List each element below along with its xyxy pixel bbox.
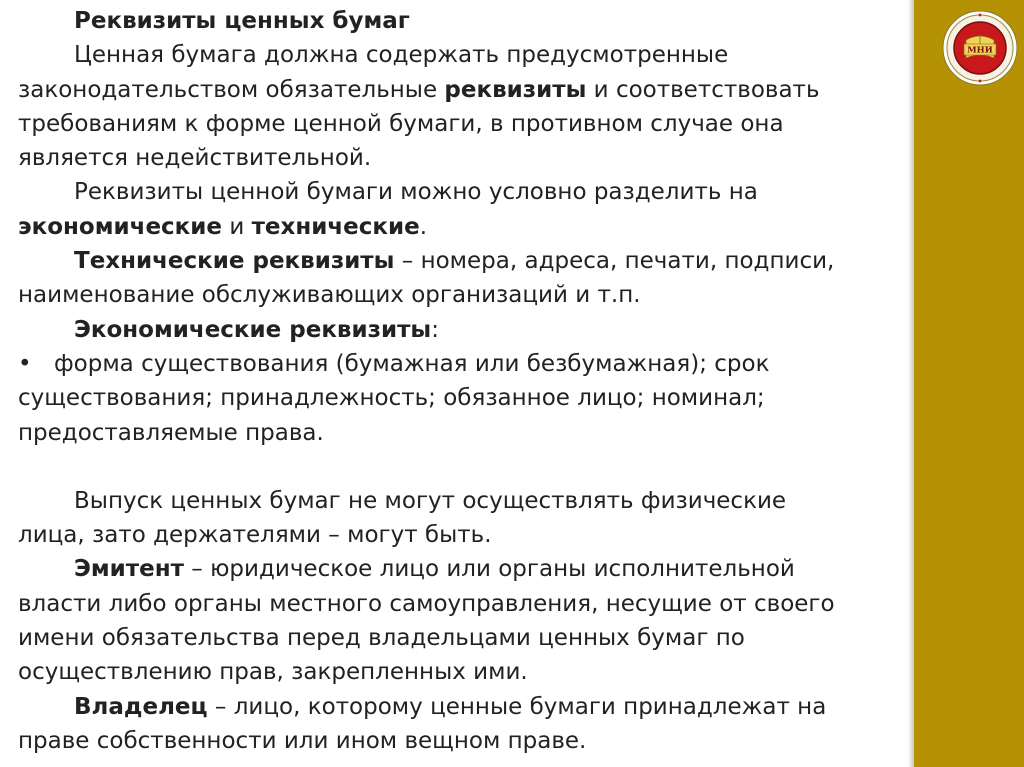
paragraph-issuer-line-1: Эмитент – юридическое лицо или органы исполнительной — [74, 556, 795, 583]
paragraph-issuer-line-3: имени обязательства перед владельцами ценных бумаг по — [18, 625, 745, 652]
slide-title: Реквизиты ценных бумаг — [74, 8, 410, 34]
term-technical: технические — [251, 213, 420, 240]
paragraph-owner-line-1: Владелец – лицо, которому ценные бумаги принадлежат на — [74, 693, 827, 720]
gold-sidebar — [914, 0, 1024, 767]
paragraph-technical-line-1: Технические реквизиты – номера, адреса, печати, подписи, — [74, 248, 835, 275]
paragraph-requisites-line-4: является недействительной. — [18, 145, 372, 172]
bullet-icon: • — [18, 350, 32, 377]
paragraph-division-line-1: Реквизиты ценной бумаги можно условно разделить на — [74, 179, 758, 206]
university-emblem-icon — [942, 10, 1018, 86]
paragraph-division-line-2: экономические и технические. — [18, 213, 428, 240]
paragraph-requisites-line-2: законодательством обязательные реквизиты и соответствовать — [18, 76, 820, 103]
term-owner: Владелец — [74, 693, 208, 720]
paragraph-owner-line-2: праве собственности или ином вещном праве. — [18, 727, 587, 754]
paragraph-requisites-line-1: Ценная бумага должна содержать предусмотренные — [74, 42, 729, 69]
term-economic: экономические — [18, 213, 223, 240]
paragraph-issue-line-1: Выпуск ценных бумаг не могут осуществлять физические — [74, 487, 787, 514]
paragraph-spacer — [18, 450, 898, 484]
term-requisites: реквизиты — [444, 76, 587, 103]
paragraph-issuer-line-4: осуществлению прав, закрепленных ими. — [18, 659, 528, 686]
paragraph-economic-heading: Экономические реквизиты: — [74, 316, 439, 343]
paragraph-technical-line-2: наименование обслуживающих организаций и т.п. — [18, 282, 641, 309]
logo-text: МНИ — [967, 45, 993, 56]
bullet-item-line-1: • форма существования (бумажная или безбумажная); срок — [18, 347, 898, 381]
paragraph-issue-line-2: лица, зато держателями – могут быть. — [18, 522, 492, 549]
slide-body — [18, 4, 898, 758]
bullet-item-line-2: существования; принадлежность; обязанное лицо; номинал; — [18, 385, 765, 412]
paragraph-issuer-line-2: власти либо органы местного самоуправления, несущие от своего — [18, 590, 835, 617]
paragraph-requisites-line-3: требованиям к форме ценной бумаги, в противном случае она — [18, 110, 784, 137]
term-technical-requisites: Технические реквизиты — [74, 248, 395, 275]
term-economic-requisites: Экономические реквизиты — [74, 316, 432, 343]
bullet-item-line-3: предоставляемые права. — [18, 419, 324, 446]
term-issuer: Эмитент — [74, 556, 184, 583]
